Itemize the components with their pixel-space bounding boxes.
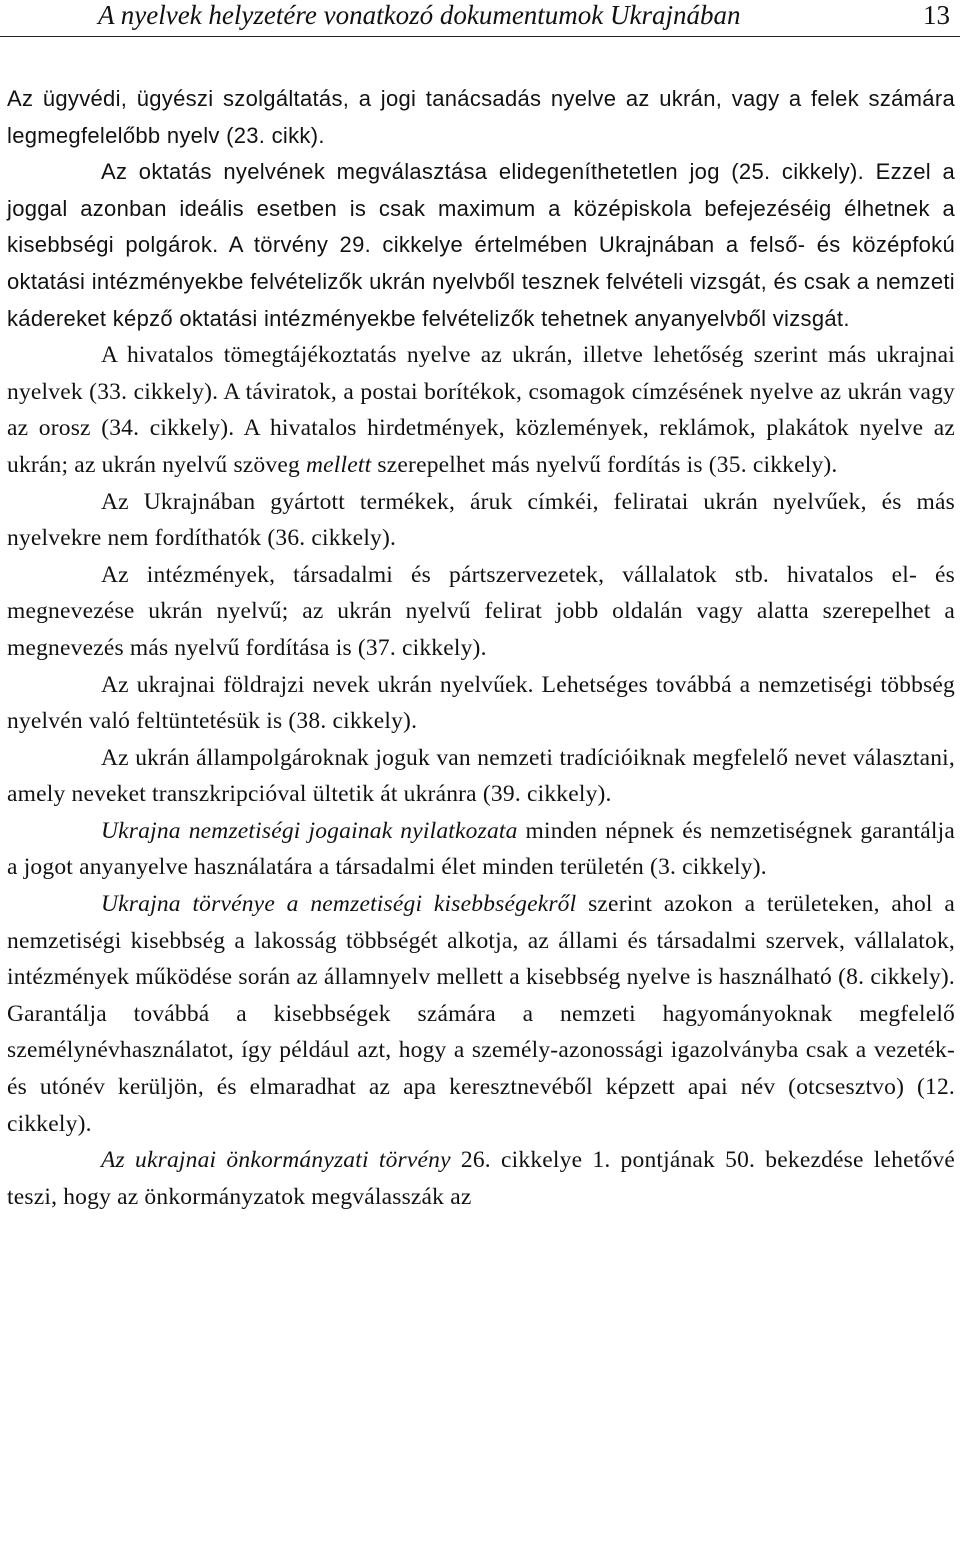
- paragraph-9-law-title: Ukrajna törvénye a nemzetiségi kisebbségekről: [101, 891, 577, 918]
- paragraph-10: [7, 1142, 955, 1215]
- paragraph-9-text: szerint azokon a területeken, ahol a nemzetiségi kisebbség a lakosság többségét alkotja, az állami és társadalmi szervek, vállalatok, intézmények működése során az államnyelv mellett a kisebbség nyelve is használható (8. cikkely). Garantálja továbbá a kisebbségek számára a nemzeti hagyományoknak megfelelő személynévhasználatot, így például azt, hogy a személy-azonossági igazolványba csak a vezeték- és utónév kerüljön, és elmaradhat az apa keresztnevéből képzett apai név (otcsesztvo) (12. cikkely).: [7, 891, 955, 1137]
- paragraph-3-emphasis: mellett: [306, 451, 372, 478]
- paragraph-8-law-title: Ukrajna nemzetiségi jogainak nyilatkozata: [101, 817, 518, 844]
- paragraph-9: [7, 886, 955, 1142]
- paragraph-10-text: 26. cikkelye 1. pontjának 50. bekezdése lehetővé teszi, hogy az önkormányzatok megválasszák az: [7, 1147, 955, 1210]
- paragraph-3-text: A hivatalos tömegtájékoztatás nyelve az ukrán, illetve lehetőség szerint más ukrajnai nyelvek (33. cikkely). A táviratok, a postai borítékok, csomagok címzésének nyelve az ukrán vagy az orosz (34. cikkely). A hivatalos hirdetmények, közlemények, reklámok, plakátok nyelve az ukrán; az ukrán nyelvű szöveg: [7, 342, 955, 478]
- paragraph-10-law-title: Az ukrajnai önkormányzati törvény: [101, 1147, 451, 1174]
- paragraph-8: [7, 813, 955, 886]
- header-title: A nyelvek helyzetére vonatkozó dokumentumok Ukrajnában: [98, 0, 741, 30]
- paragraph-4: Az Ukrajnában gyártott termékek, áruk címkéi, feliratai ukrán nyelvűek, és más nyelvekre nem fordíthatók (36. cikkely).: [7, 488, 955, 552]
- paragraph-2: Az oktatás nyelvének megválasztása elidegeníthetetlen jog (25. cikkely). Ezzel a joggal azonban ideális esetben is csak maximum a középiskola befejezéséig élhetnek a kisebbségi polgárok. A törvény 29. cikkelye értelmében Ukrajnában a felső- és középfokú oktatási intézményekbe felvételizők ukrán nyelvből tesznek felvételi vizsgát, és csak a nemzeti kádereket képző oktatási intézményekbe felvételizők tehetnek anyanyelvből vizsgát.: [7, 159, 955, 331]
- paragraph-7: Az ukrán állampolgároknak joguk van nemzeti tradícióiknak megfelelő nevet választani, amely neveket transzkripcióval ültetik át ukránra (39. cikkely).: [7, 744, 955, 808]
- paragraph-6: Az ukrajnai földrajzi nevek ukrán nyelvűek. Lehetséges továbbá a nemzetiségi többség nyelvén való feltüntetésük is (38. cikkely).: [7, 671, 955, 735]
- body-text: [7, 81, 955, 1215]
- paragraph-3-text-end: szerepelhet más nyelvű fordítás is (35. cikkely).: [371, 451, 838, 478]
- paragraph-3: [7, 337, 955, 483]
- paragraph-1: Az ügyvédi, ügyészi szolgáltatás, a jogi tanácsadás nyelve az ukrán, vagy a felek számára legmegfelelőbb nyelv (23. cikk).: [7, 86, 955, 148]
- paragraph-5: Az intézmények, társadalmi és pártszervezetek, vállalatok stb. hivatalos el- és megnevezése ukrán nyelvű; az ukrán nyelvű felirat jobb oldalán vagy alatta szerepelhet a megnevezés más nyelvű fordítása is (37. cikkely).: [7, 561, 955, 661]
- running-header: [0, 0, 960, 37]
- page-number: 13: [923, 0, 950, 30]
- paragraph-8-text: minden népnek és nemzetiségnek garantálja a jogot anyanyelve használatára a társadalmi élet minden területén (3. cikkely).: [7, 817, 955, 881]
